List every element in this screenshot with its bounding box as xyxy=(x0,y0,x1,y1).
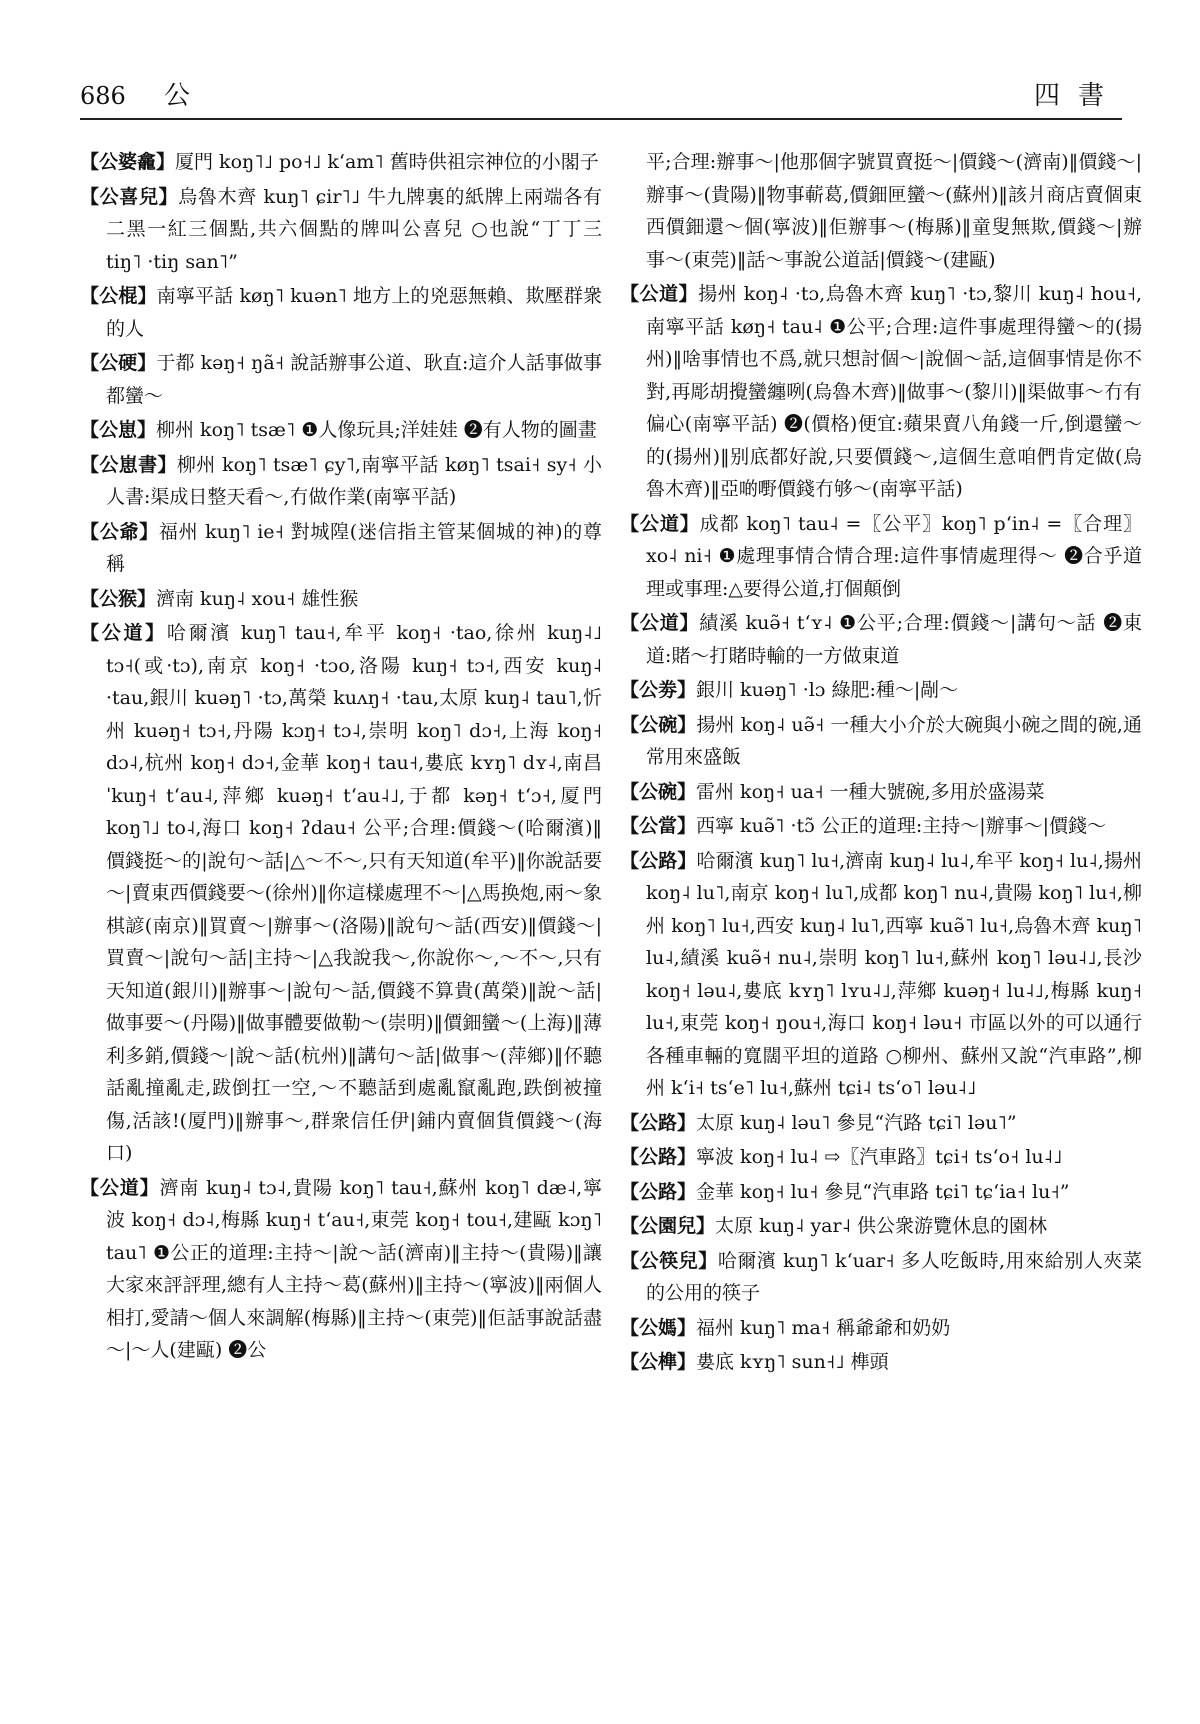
running-headword: 公 xyxy=(164,81,191,111)
section-title: 四書 xyxy=(1033,81,1122,111)
entry-headword: 【公喜兒】 xyxy=(80,185,179,208)
dictionary-entry xyxy=(620,508,1142,606)
entry-text: 寧波 koŋ˧ lu˨ ⇨〖汽車路〗tɕi˧ tsʻo˧ lu˨˩ xyxy=(696,1146,1063,1168)
dictionary-entry xyxy=(80,1172,602,1367)
dictionary-entry xyxy=(80,280,602,345)
entry-headword: 【公猴】 xyxy=(80,587,157,610)
entry-headword: 【公路】 xyxy=(620,1111,697,1134)
dictionary-entry xyxy=(80,449,602,514)
entry-headword: 【公崽書】 xyxy=(80,453,177,476)
dictionary-entry xyxy=(620,278,1142,506)
entry-headword: 【公路】 xyxy=(620,849,697,872)
dictionary-entry xyxy=(620,1107,1142,1140)
entry-text: 揚州 koŋ˨ ·tɔ,烏魯木齊 kuŋ˥ ·tɔ,黎川 kuŋ˨ hou˧,南寧平話 køŋ˧ tau˨ ❶公平;合理:這件事處理得蠻～的(揚州)‖啥事情也不爲,就只想討個～|說個～話,這個事情是你不對,再彫胡攪蠻纏咧(烏魯木齊)‖做事～(黎川)‖渠做事～冇有偏心(南寧平話) ❷(價格)便宜:蘋果賣八角錢一斤,倒還蠻～的(揚州)‖别底都好說,只要價錢～,這個生意咱們肯定做(烏魯木齊)‖亞啲嘢價錢冇够～(南寧平話) xyxy=(646,283,1142,500)
entry-text: 雷州 koŋ˧ ua˧ 一種大號碗,多用於盛湯菜 xyxy=(696,780,1045,803)
entry-text: 績溪 kuə̃˧ tʻʏ˨ ❶公平;合理:價錢～|講句～話 ❷東道:賭～打賭時輸的一方做東道 xyxy=(646,612,1142,667)
entry-headword: 【公筷兒】 xyxy=(620,1249,718,1272)
dictionary-entry xyxy=(620,674,1142,707)
entry-text: 太原 kuŋ˨ ləu˥ 參見“汽路 tɕi˥ ləu˥” xyxy=(696,1111,1017,1134)
entry-text: 哈爾濱 kuŋ˥ lu˧,濟南 kuŋ˨ lu˨,牟平 koŋ˧ lu˨,揚州 koŋ˨ lu˥,南京 koŋ˧ lu˥,成都 koŋ˥ nu˨,貴陽 koŋ˥ lu˧,柳州 koŋ˥ lu˧,西安 kuŋ˨ lu˥,西寧 kuə̃˥ lu˧,烏魯木齊 kuŋ˥ lu˨,績溪 kuə̃˧ nu˨,崇明 koŋ˥ lu˧,蘇州 koŋ˥ ləu˨˩,長沙 koŋ˧ ləu˨,婁底 kʏŋ˥ lʏu˨˩,萍鄉 kuəŋ˧ lu˨˩,梅縣 kuŋ˧ lu˧,東莞 koŋ˧ ŋou˧,海口 koŋ˧ ləu˧ 市區以外的可以通行各種車輛的寬闊平坦的道路 ○柳州、蘇州又說“汽車路”,柳州 kʻi˧ tsʻe˥ lu˧,蘇州 tɕi˨ tsʻo˥ ləu˨˩ xyxy=(646,849,1142,1099)
dictionary-entry xyxy=(80,181,602,279)
entry-headword: 【公道】 xyxy=(80,622,167,644)
dictionary-entry xyxy=(80,617,602,1170)
dictionary-entry xyxy=(620,1312,1142,1345)
entry-headword: 【公道】 xyxy=(620,612,700,634)
dictionary-entry xyxy=(620,1176,1142,1209)
entry-headword: 【公碗】 xyxy=(620,780,697,803)
page-header xyxy=(80,78,1122,114)
entry-text: 柳州 koŋ˥ tsæ˥ ❶人像玩具;洋娃娃 ❷有人物的圖畫 xyxy=(156,419,597,441)
dictionary-entry xyxy=(620,845,1142,1105)
dictionary-entry xyxy=(80,414,602,447)
entry-headword: 【公當】 xyxy=(620,815,697,837)
dictionary-entry xyxy=(80,146,602,179)
dictionary-entry xyxy=(620,1346,1142,1379)
entry-headword: 【公道】 xyxy=(620,512,700,535)
entry-text: 于都 kəŋ˧ ŋã˧ 說話辦事公道、耿直:這介人話事做事都蠻～ xyxy=(106,352,602,407)
dictionary-entry xyxy=(620,607,1142,672)
entry-headword: 【公爺】 xyxy=(80,520,159,543)
entry-text: 銀川 kuəŋ˥ ·lɔ 綠肥:種～|剮～ xyxy=(696,679,959,701)
header-rule xyxy=(80,118,1122,120)
entry-text: 哈爾濱 kuŋ˥ tau˧,牟平 koŋ˧ ·tao,徐州 kuŋ˨˩ tɔ˧(或·tɔ),南京 koŋ˧ ·tɔo,洛陽 kuŋ˧ tɔ˧,西安 kuŋ˨ ·tau,銀川 kuəŋ˥ ·tɔ,萬榮 kuʌŋ˧ ·tau,太原 kuŋ˨ tau˥,忻州 kuəŋ˧ tɔ˧,丹陽 kɔŋ˧ tɔ˨,崇明 koŋ˥ dɔ˧,上海 koŋ˧ dɔ˨,杭州 koŋ˧ dɔ˧,金華 koŋ˧ tau˧,婁底 kʏŋ˥ dʏ˨,南昌 ˈkuŋ˧ tʻau˨,萍鄉 kuəŋ˧ tʻau˨˩,于都 kəŋ˧ tʻɔ˧,厦門 koŋ˥˩ to˨,海口 koŋ˧ ʔdau˧ 公平;合理:價錢～(哈爾濱)‖價錢挺～的|說句～話|△～不～,只有天知道(牟平)‖你說話要～|賣東西價錢要～(徐州)‖你這樣處理不～|△馬换炮,兩～象棋諺(南京)‖買賣～|辦事～(洛陽)‖說句～話(西安)‖價錢～|買賣～|說句～話|主持～|△我說我～,你說你～,～不～,只有天知道(銀川)‖辦事～|說句～話,價錢不算貴(萬榮)‖說～話|做事要～(丹陽)‖做事體要做勒～(崇明)‖價鈿蠻～(上海)‖薄利多銷,價錢～|說～話(杭州)‖講句～話|做事～(萍鄉)‖伓聽話亂撞亂走,跋倒扛一空,～不聽話到處亂竄亂跑,跌倒被撞傷,活該!(厦門)‖辦事～,群衆信任伊|鋪内賣個貨價錢～(海口) xyxy=(106,622,602,1164)
entry-headword: 【公棍】 xyxy=(80,285,157,307)
dictionary-entry xyxy=(620,1210,1142,1243)
entry-text: 西寧 kuə̃˥ ·tɔ̃ 公正的道理:主持～|辦事～|價錢～ xyxy=(696,815,1107,837)
dictionary-entry xyxy=(620,1141,1142,1174)
page-number: 686 xyxy=(80,82,126,110)
entry-headword: 【公硬】 xyxy=(80,352,157,374)
entry-headword: 【公婆龕】 xyxy=(80,151,176,173)
left-column xyxy=(80,146,602,1716)
dictionary-entry xyxy=(80,516,602,581)
entry-headword: 【公碗】 xyxy=(620,713,697,736)
entry-text: 福州 kuŋ˥ ma˧ 稱爺爺和奶奶 xyxy=(696,1316,951,1339)
dictionary-entry xyxy=(620,1245,1142,1310)
entry-text: 婁底 kʏŋ˥ sun˧˩ 榫頭 xyxy=(696,1351,889,1373)
dictionary-entry xyxy=(620,776,1142,809)
entry-text: 金華 koŋ˧ lu˧ 參見“汽車路 tɕi˥ tɕʻia˧ lu˧” xyxy=(696,1180,1070,1203)
dictionary-entry xyxy=(620,810,1142,843)
entry-headword: 【公榫】 xyxy=(620,1351,697,1373)
entry-text: 南寧平話 køŋ˥ kuən˥ 地方上的兇惡無賴、欺壓群衆的人 xyxy=(106,285,602,340)
entry-text: 厦門 koŋ˥˩ po˧˩ kʻam˥ 舊時供祖宗神位的小閣子 xyxy=(175,151,599,173)
entry-text: 成都 koŋ˥ tau˨ =〖公平〗koŋ˥ pʻin˨ =〖合理〗xo˨ ni˧ ❶處理事情合情合理:這件事情處理得～ ❷合乎道理或事理:△要得公道,打個顛倒 xyxy=(646,512,1142,600)
dictionary-entry xyxy=(80,583,602,616)
entry-text: 濟南 kuŋ˨ tɔ˨,貴陽 koŋ˥ tau˧,蘇州 koŋ˥ dæ˨,寧波 koŋ˧ dɔ˨,梅縣 kuŋ˧ tʻau˧,東莞 koŋ˧ tou˧,建甌 kɔŋ˥ tau˥ ❶公正的道理:主持～|說～話(濟南)‖主持～(貴陽)‖讓大家來評評理,總有人主持～葛(蘇州)‖主持～(寧波)‖兩個人相打,愛請～個人來調解(梅縣)‖主持～(東莞)‖佢話事說話盡～|～人(建甌) ❷公 xyxy=(106,1176,602,1361)
entry-headword: 【公媽】 xyxy=(620,1316,697,1339)
dictionary-entry xyxy=(620,146,1142,276)
entry-text: 哈爾濱 kuŋ˥ kʻuar˧ 多人吃飯時,用來給别人夾菜的公用的筷子 xyxy=(646,1249,1142,1304)
entry-text: 太原 kuŋ˨ yar˨ 供公衆游覽休息的園林 xyxy=(715,1215,1048,1237)
entry-text: 柳州 koŋ˥ tsæ˥ ɕy˥,南寧平話 køŋ˥ tsai˧ sy˧ 小人書:渠成日整天看～,冇做作業(南寧平話) xyxy=(106,453,602,508)
entry-text: 福州 kuŋ˥ ie˧ 對城隍(迷信指主管某個城的神)的尊稱 xyxy=(106,520,602,575)
entry-headword: 【公園兒】 xyxy=(620,1215,716,1237)
entry-headword: 【公崽】 xyxy=(80,419,157,441)
dictionary-entry xyxy=(80,347,602,412)
entry-headword: 【公劵】 xyxy=(620,679,697,701)
entry-headword: 【公路】 xyxy=(620,1146,697,1168)
entry-headword: 【公道】 xyxy=(80,1176,160,1199)
right-column xyxy=(620,146,1142,1716)
entry-headword: 【公路】 xyxy=(620,1180,697,1203)
dictionary-entry xyxy=(620,709,1142,774)
entry-text: 烏魯木齊 kuŋ˥ ɕir˥˩ 牛九牌裏的紙牌上兩端各有二黑一紅三個點,共六個點的牌叫公喜兒 ○也說“丁丁三 tiŋ˥ ·tiŋ san˥” xyxy=(106,185,602,273)
entry-text: 平;合理:辦事～|他那個字號買賣挺～|價錢～(濟南)‖價錢～|辦事～(貴陽)‖物事蔪葛,價鈿匣蠻～(蘇州)‖該爿商店賣個東西價鈿還～個(寧波)‖佢辦事～(梅縣)‖童叟無欺,價錢～|辦事～(東莞)‖話～事說公道話|價錢～(建甌) xyxy=(646,151,1142,271)
entry-headword: 【公道】 xyxy=(620,283,699,305)
entry-text: 揚州 koŋ˨ uə̃˧ 一種大小介於大碗與小碗之間的碗,通常用來盛飯 xyxy=(646,713,1142,768)
entry-text: 濟南 kuŋ˨ xou˧ 雄性猴 xyxy=(156,587,359,610)
